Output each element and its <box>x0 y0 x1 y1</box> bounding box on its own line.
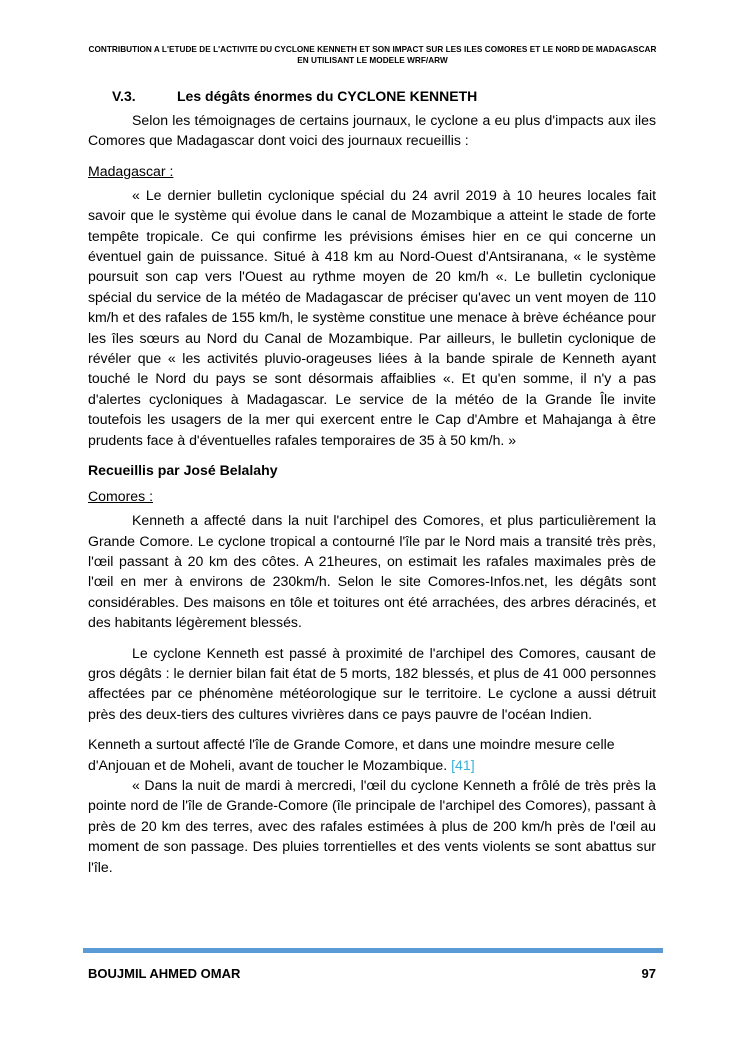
madagascar-credit: Recueillis par José Belalahy <box>88 462 278 479</box>
comores-paragraph-3 <box>88 734 656 775</box>
citation-link[interactable]: [41] <box>451 756 475 773</box>
comores-paragraph-4: « Dans la nuit de mardi à mercredi, l'œil du cyclone Kenneth a frôlé de très près la pointe nord de l'île de Grande-Comore (île principale de l'archipel des Comores), passant à près de 20 km des terres, avec des rafales estimées à plus de 200 km/h près de l'œil au moment de son passage. Des pluies torrentielles et des vents violents se sont abattus sur l'île. <box>88 776 656 875</box>
running-header-line-1: CONTRIBUTION A L'ETUDE DE L'ACTIVITE DU CYCLONE KENNETH ET SON IMPACT SUR LES ILES COMORES ET LE NORD DE MADAGASCAR <box>88 45 657 54</box>
footer-rule <box>83 948 663 953</box>
page-body <box>88 86 656 877</box>
madagascar-quote: « Le dernier bulletin cyclonique spécial du 24 avril 2019 à 10 heures locales fait savoir que le système qui évolue dans le canal de Mozambique a atteint le stade de forte tempête tropicale. Ce qui confirme les prévisions émises hier en ce qui concerne un éventuel gain de puissance. Situé à 418 km au Nord-Ouest d'Antsiranana, « le système poursuit son cap vers l'Ouest au rythme moyen de 20 km/h «. Le bulletin cyclonique spécial du service de la météo de Madagascar de préciser qu'avec un vent moyen de 110 km/h et des rafales de 155 km/h, le système constitue une menace à brève échéance pour les îles sœurs au Nord du Canal de Mozambique. Par ailleurs, le bulletin cyclonique de révéler que « les activités pluvio-orageuses liées à la bande spirale de Kenneth ayant touché le Nord du pays se sont désormais affaiblies «. Et qu'en somme, il n'y a pas d'alertes cycloniques à Madagascar. Le service de la météo de la Grande Île invite toutefois les usagers de la mer qui exercent entre le Cap d'Ambre et Mahajanga à être prudents face à d'éventuelles rafales temporaires de 35 à 50 km/h. » <box>88 186 656 448</box>
intro-paragraph: Selon les témoignages de certains journaux, le cyclone a eu plus d'impacts aux iles Comores que Madagascar dont voici des journaux recueillis : <box>88 112 656 149</box>
running-header-line-2: EN UTILISANT LE MODELE WRF/ARW <box>297 56 448 65</box>
comores-paragraph-1: Kenneth a affecté dans la nuit l'archipel des Comores, et plus particulièrement la Grande Comore. Le cyclone tropical a contourné l'île par le Nord mais a transité très près, l'œil passant à 20 km des côtes. A 21heures, on estimait les rafales maximales près de l'œil en mer à environs de 230km/h. Selon le site Comores-Infos.net, les dégâts sont considérables. Des maisons en tôle et toitures ont été arrachées, des arbres déracinés, et des habitants légèrement blessés. <box>88 512 656 631</box>
comores-paragraph-3-text: Kenneth a surtout affecté l'île de Grande Comore, et dans une moindre mesure celle d'Anjouan et de Moheli, avant de toucher le Mozambique. <box>88 736 615 773</box>
madagascar-label: Madagascar : <box>88 162 174 179</box>
running-header <box>60 44 685 66</box>
section-title: Les dégâts énormes du CYCLONE KENNETH <box>177 88 478 104</box>
section-number: V.3. <box>112 88 136 104</box>
comores-label: Comores : <box>88 488 154 505</box>
section-heading <box>112 86 656 106</box>
comores-paragraph-2: Le cyclone Kenneth est passé à proximité de l'archipel des Comores, causant de gros dégâts : le dernier bilan fait état de 5 morts, 182 blessés, et plus de 41 000 personnes affectées par ce phénomène météorologique sur le territoire. Le cyclone a aussi détruit près des deux-tiers des cultures vivrières dans ce pays pauvre de l'océan Indien. <box>88 644 656 722</box>
page-number: 97 <box>641 966 656 981</box>
footer-author: BOUJMIL AHMED OMAR <box>88 966 241 981</box>
